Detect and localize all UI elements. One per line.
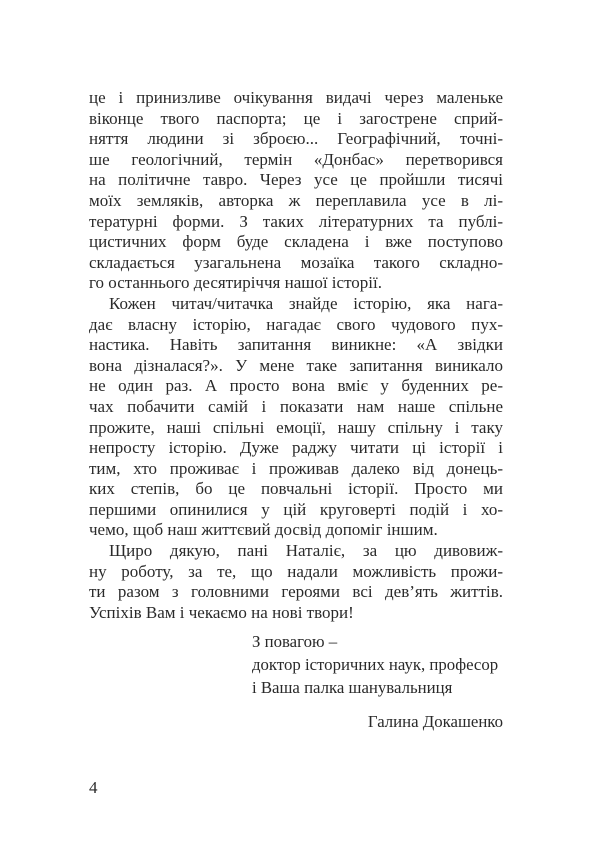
text-line: вона дізналася?». У мене таке запитання виникало (89, 355, 503, 375)
text-line: Щиро дякую, пані Наталіє, за цю дивовиж- (109, 541, 503, 561)
text-line: тературні форми. З таких літературних та публі- (89, 211, 503, 231)
text-line: ше геологічний, термін «Донбас» перетворився (89, 149, 503, 169)
closing-line: доктор історичних наук, професор (252, 655, 499, 674)
text-line: це і принизливе очікування видачі через маленьке (89, 88, 503, 107)
text-line: цистичних форм буде складена і вже поступово (89, 232, 503, 252)
text-line: не один раз. А просто вона вміє у буденних ре- (89, 376, 503, 396)
text-line: ких степів, бо це повчальні історії. Просто ми (89, 479, 503, 499)
text-line: тим, хто проживає і проживав далеко від донець- (89, 458, 503, 478)
text-line: першими опинилися у цій круговерті подій і хо- (89, 499, 503, 519)
text-line: го останнього десятиріччя нашої історії. (89, 273, 382, 293)
text-line: чах побачити самій і показати нам наше спільне (89, 396, 503, 416)
closing-block (252, 630, 498, 699)
paragraph (89, 88, 503, 294)
signature-name: Галина Докашенко (367, 712, 503, 731)
text-line: дає власну історію, нагадає свого чудового пух- (89, 314, 503, 334)
text-line: складається узагальнена мозаїка такого складно- (89, 252, 503, 272)
paragraph (89, 541, 503, 623)
text-line: Кожен читач/читачка знайде історію, яка нага- (109, 293, 503, 313)
body-text (89, 88, 503, 623)
closing-line: З повагою – (252, 632, 338, 651)
text-line: чемо, щоб наш життєвий досвід допоміг іншим. (89, 520, 438, 540)
text-line: віконце твого паспорта; це і загострене сприй- (89, 108, 503, 128)
closing-line: і Ваша палка шанувальниця (252, 678, 453, 697)
page-number: 4 (89, 778, 98, 797)
text-line: ну роботу, за те, що надали можливість прожи- (89, 561, 503, 581)
text-line: прожите, наші спільні емоції, нашу спільну і таку (89, 417, 503, 437)
text-line: Успіхів Вам і чекаємо на нові твори! (89, 602, 354, 622)
text-line: моїх земляків, авторка ж переплавила усе в лі- (89, 190, 503, 210)
text-line: ти разом з головними героями всі дев’ять життів. (89, 582, 503, 602)
text-line: на політичне тавро. Через усе це пройшли тисячі (89, 170, 503, 190)
paragraph (89, 294, 503, 541)
text-line: настика. Навіть запитання виникне: «А звідки (89, 335, 503, 355)
text-line: непросту історію. Дуже раджу читати ці історії і (89, 438, 503, 458)
text-line: няття людини зі зброєю... Географічний, точні- (89, 129, 503, 149)
